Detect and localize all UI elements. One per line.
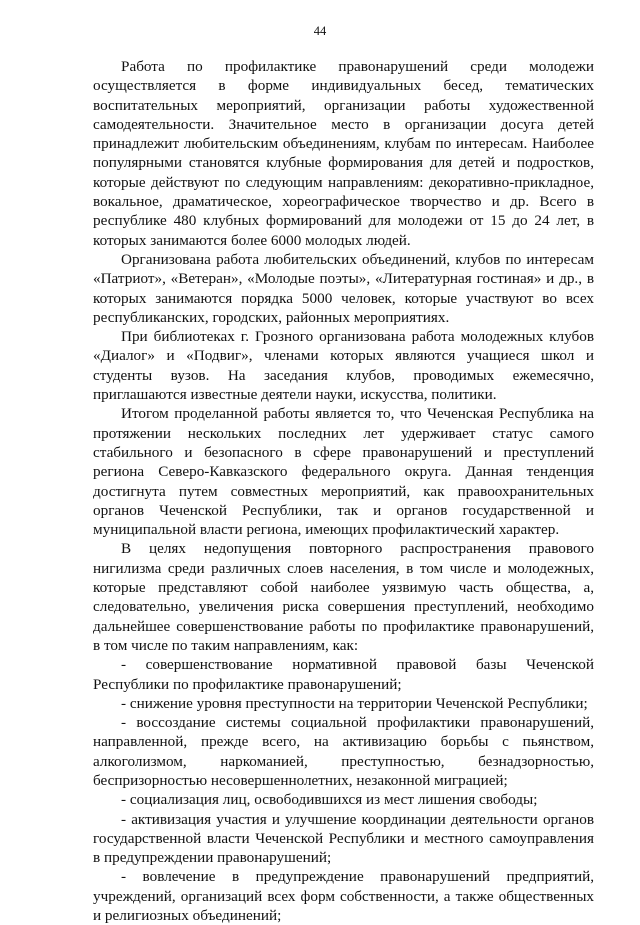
paragraph-library-clubs: При библиотеках г. Грозного организована работа молодежных клубов «Диалог» и «Подвиг», членами которых являются учащиеся школ и студенты вузов. На заседания клубов, проводимых ежемесячно, приглашаются известные деятели науки, искусства, политики. bbox=[93, 328, 594, 404]
page-number: 44 bbox=[313, 24, 327, 38]
list-item-socialization: - социализация лиц, освободившихся из мест лишения свободы; bbox=[121, 791, 538, 809]
document-body bbox=[93, 57, 594, 925]
list-item-involvement: - вовлечение в предупреждение правонарушений предприятий, учреждений, организаций всех форм собственности, а также общественных и религиозных объединений; bbox=[93, 868, 594, 925]
paragraph-club-activities: Работа по профилактике правонарушений среди молодежи осуществляется в форме индивидуальных бесед, тематических воспитательных мероприятий, организации работы художественной самодеятельности. Значительное место в организации досуга детей принадлежит любительским объединениям, клубам по интересам. Наиболее популярными становятся клубные формирования для детей и подростков, которые действуют по следующим направлениям: декоративно-прикладное, вокальное, драматическое, хореографическое творчество и др. Всего в республике 480 клубных формирований для молодежи от 15 до 24 лет, в которых занимаются более 6000 молодых людей. bbox=[93, 58, 594, 249]
list-item-legal-base: - совершенствование нормативной правовой базы Чеченской Республики по профилактике правонарушений; bbox=[93, 656, 594, 693]
paragraph-prevention-goals: В целях недопущения повторного распространения правового нигилизма среди различных слоев населения, в том числе и молодежных, которые представляют собой наиболее уязвимую часть общества, а, следовательно, увеличения риска совершения преступлений, необходимо дальнейшее совершенствование работы по профилактике правонарушений, в том числе по таким направлениям, как: bbox=[93, 540, 594, 654]
list-item-crime-reduction: - снижение уровня преступности на территории Чеченской Республики; bbox=[121, 694, 588, 712]
paragraph-amateur-associations: Организована работа любительских объединений, клубов по интересам «Патриот», «Ветеран», «Молодые поэты», «Литературная гостиная» и др., в которых занимаются порядка 5000 человек, которые участвуют во всех республиканских, городских, районных мероприятиях. bbox=[93, 250, 594, 326]
list-item-social-prevention: - воссоздание системы социальной профилактики правонарушений, направленной, прежде всего, на активизацию борьбы с пьянством, алкоголизмом, наркоманией, преступностью, безнадзорностью, беспризорностью несовершеннолетних, незаконной миграцией; bbox=[93, 714, 594, 789]
list-item-coordination: - активизация участия и улучшение координации деятельности органов государственной власти Чеченской Республики и местного самоуправления в предупреждении правонарушений; bbox=[93, 810, 594, 867]
paragraph-results: Итогом проделанной работы является то, что Чеченская Республика на протяжении нескольких последних лет удерживает статус самого стабильного и безопасного в сфере правонарушений и преступлений региона Северо-Кавказского федерального округа. Данная тенденция достигнута путем совместных мероприятий, как правоохранительных органов Чеченской Республики, так и органов государственной и муниципальной власти региона, имеющих профилактический характер. bbox=[93, 405, 594, 539]
